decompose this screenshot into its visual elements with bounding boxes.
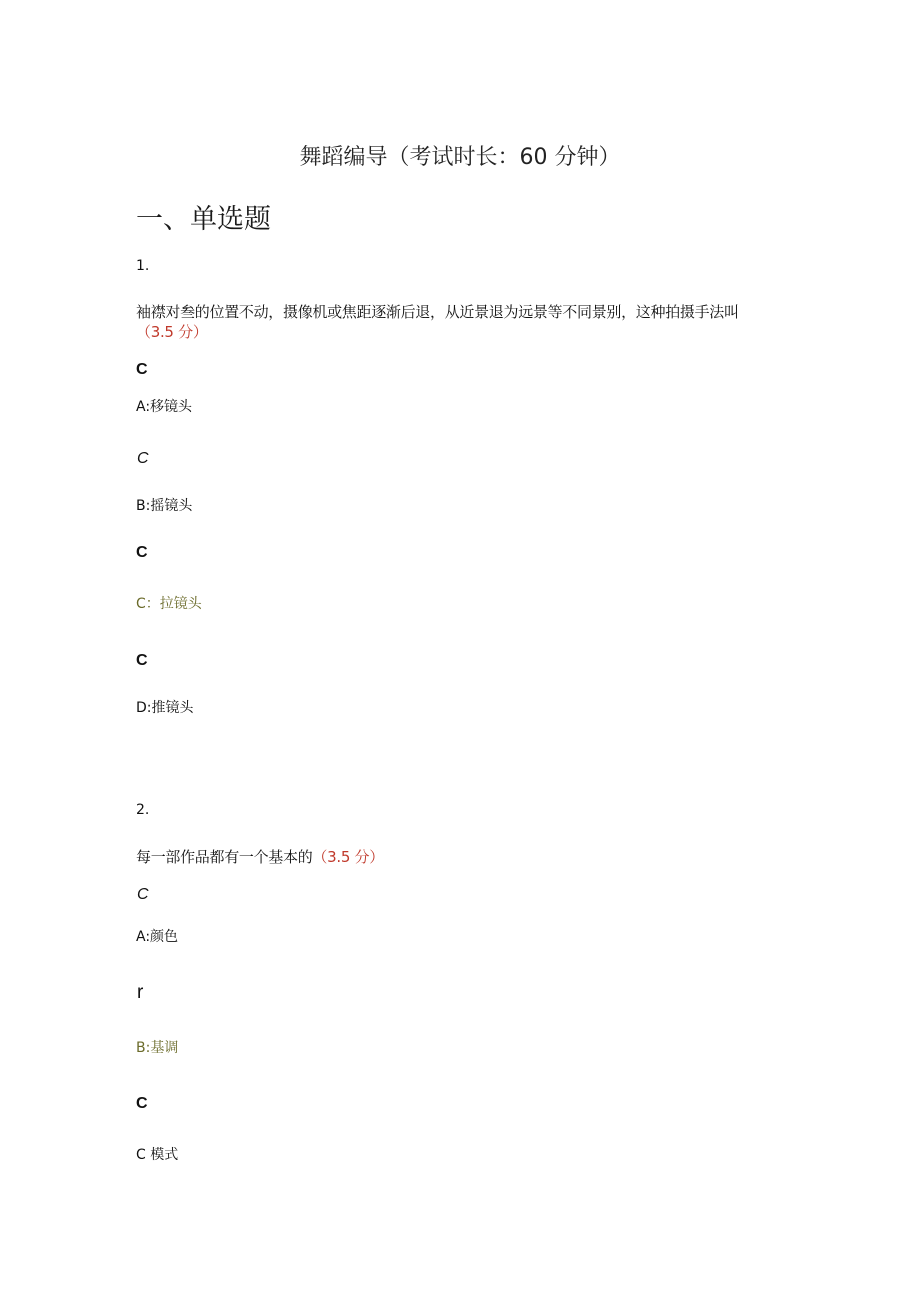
question-score: （3.5 分） <box>136 323 208 341</box>
question-text: 袖襟对叁的位置不动，摄像机或焦距逐渐后退，从近景退为远景等不同景别，这种拍摄手法叫 <box>136 303 739 321</box>
option-b-label[interactable]: B:基调 <box>136 1040 179 1056</box>
question-text-body: 每一部作品都有一个基本的 <box>136 848 313 866</box>
option-d-label[interactable]: D:推镜头 <box>136 700 194 716</box>
question-number: 1. <box>136 258 150 274</box>
option-c-radio[interactable]: C <box>136 1095 148 1112</box>
option-a-radio[interactable]: C <box>137 886 149 903</box>
question-score: （3.5 分） <box>312 848 384 866</box>
question-number: 2. <box>136 802 150 818</box>
option-a-label[interactable]: A:颜色 <box>136 929 179 945</box>
question-text <box>136 847 384 867</box>
option-b-radio[interactable]: r <box>137 982 144 1003</box>
option-b-radio[interactable]: C <box>137 450 149 467</box>
option-b-label[interactable]: B:摇镜头 <box>136 498 193 514</box>
document-title: 舞蹈编导（考试时长：60 分钟） <box>299 145 621 170</box>
option-c-radio[interactable]: C <box>136 544 148 561</box>
option-d-radio[interactable]: C <box>136 652 148 669</box>
option-a-radio[interactable]: C <box>136 361 148 378</box>
option-c-label[interactable]: C 模式 <box>136 1147 179 1163</box>
section-heading: 一、单选题 <box>136 204 271 235</box>
option-c-label[interactable]: C：拉镜头 <box>136 596 202 612</box>
option-a-label[interactable]: A:移镜头 <box>136 399 193 415</box>
